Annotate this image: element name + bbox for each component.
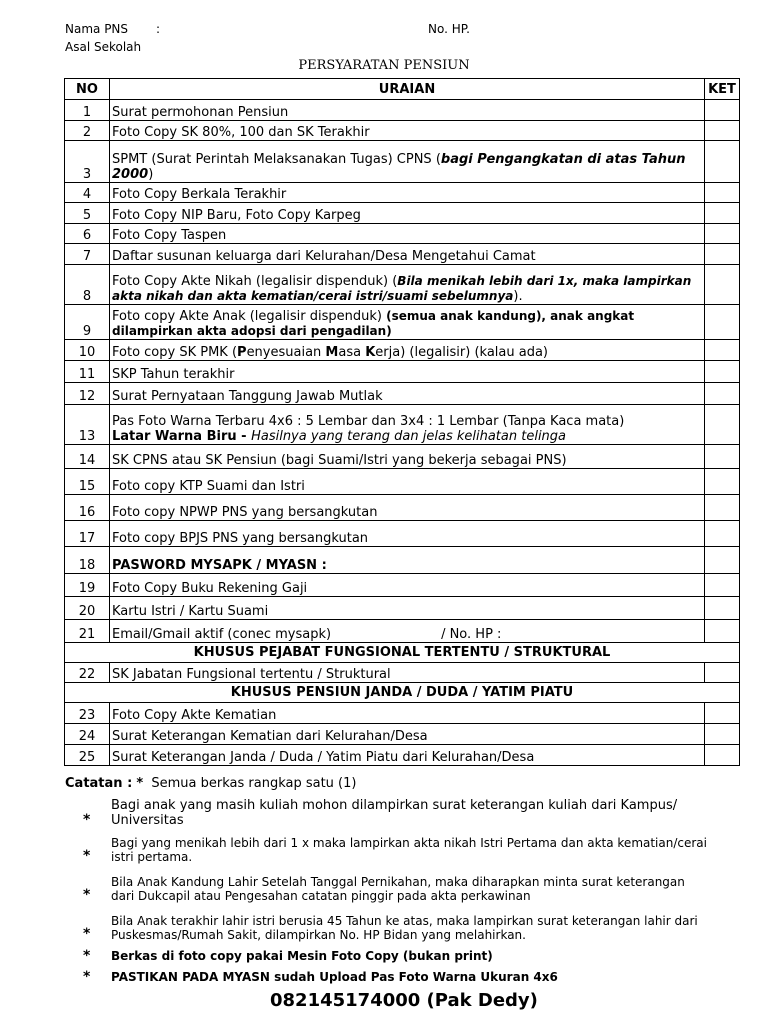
table-row bbox=[65, 265, 740, 305]
row-ket bbox=[705, 597, 740, 620]
row-ket bbox=[705, 663, 740, 683]
row-bold-letter: M bbox=[325, 345, 339, 360]
row-emphasis: bagi Pengangkatan di atas Tahun 2000 bbox=[112, 152, 686, 182]
row-ket bbox=[705, 141, 740, 183]
row-ket bbox=[705, 445, 740, 469]
note-text: Berkas di foto copy pakai Mesin Foto Copy (bukan print) bbox=[111, 949, 493, 963]
row-ket bbox=[705, 495, 740, 521]
row-uraian bbox=[110, 141, 705, 183]
row-uraian: Foto Copy Buku Rekening Gaji bbox=[110, 574, 705, 597]
row-ket bbox=[705, 203, 740, 224]
row-uraian: PASWORD MYSAPK / MYASN : bbox=[110, 547, 705, 574]
row-number: 4 bbox=[65, 183, 110, 203]
row-emphasis: Bila menikah lebih dari 1x, maka lampirkan akta nikah dan akta kematian/cerai istri/suami sebelumnya bbox=[112, 274, 692, 303]
asal-sekolah-label: Asal Sekolah bbox=[65, 40, 142, 54]
row-text: Foto Copy Akte Nikah (legalisir dispenduk) ( bbox=[112, 274, 398, 289]
row-number: 16 bbox=[65, 495, 110, 521]
note-text: Bagi yang menikah lebih dari 1 x maka lampirkan akta nikah Istri Pertama dan akta kematian/cerai istri pertama. bbox=[111, 836, 707, 864]
table-row bbox=[65, 574, 740, 597]
table-row bbox=[65, 521, 740, 547]
row-number: 20 bbox=[65, 597, 110, 620]
row-text-end: ). bbox=[513, 289, 523, 304]
contact-phone: 082145174000 (Pak Dedy) bbox=[270, 990, 538, 1011]
row-number: 15 bbox=[65, 469, 110, 495]
row-number: 25 bbox=[65, 745, 110, 766]
table-row bbox=[65, 405, 740, 445]
notes-first-item: Semua berkas rangkap satu (1) bbox=[151, 776, 357, 791]
table-row bbox=[65, 383, 740, 405]
note-star: * bbox=[83, 812, 91, 828]
table-row bbox=[65, 547, 740, 574]
row-uraian bbox=[110, 265, 705, 305]
row-number: 12 bbox=[65, 383, 110, 405]
row-uraian: Foto Copy Akte Kematian bbox=[110, 703, 705, 724]
row-ket bbox=[705, 547, 740, 574]
row-uraian: Surat permohonan Pensiun bbox=[110, 100, 705, 121]
table-row bbox=[65, 305, 740, 340]
row-uraian: Kartu Istri / Kartu Suami bbox=[110, 597, 705, 620]
section-heading-janda: KHUSUS PENSIUN JANDA / DUDA / YATIM PIATU bbox=[65, 683, 740, 703]
row-text: Foto copy SK PMK ( bbox=[112, 345, 238, 360]
notes-label: Catatan : bbox=[65, 776, 133, 791]
row-number: 11 bbox=[65, 361, 110, 383]
row-number: 7 bbox=[65, 244, 110, 265]
row-ket bbox=[705, 305, 740, 340]
row-uraian: Surat Pernyataan Tanggung Jawab Mutlak bbox=[110, 383, 705, 405]
note-star: * bbox=[83, 969, 91, 985]
row-ket bbox=[705, 383, 740, 405]
row-number: 8 bbox=[65, 265, 110, 305]
row-ket bbox=[705, 703, 740, 724]
row-uraian: Foto Copy Taspen bbox=[110, 224, 705, 244]
row-uraian: Foto copy BPJS PNS yang bersangkutan bbox=[110, 521, 705, 547]
row-uraian bbox=[110, 620, 705, 643]
row-uraian: Daftar susunan keluarga dari Kelurahan/Desa Mengetahui Camat bbox=[110, 244, 705, 265]
row-ket bbox=[705, 620, 740, 643]
notes-star: * bbox=[136, 776, 144, 791]
table-row bbox=[65, 495, 740, 521]
row-text: SPMT (Surat Perintah Melaksanakan Tugas) CPNS ( bbox=[112, 152, 441, 167]
col-header-ket: KET bbox=[705, 79, 740, 100]
row-text: erja) (legalisir) (kalau ada) bbox=[375, 345, 549, 360]
row-uraian: SK Jabatan Fungsional tertentu / Struktural bbox=[110, 663, 705, 683]
row-number: 24 bbox=[65, 724, 110, 745]
row-ket bbox=[705, 469, 740, 495]
row-uraian bbox=[110, 340, 705, 361]
note-star: * bbox=[83, 948, 91, 964]
row-number: 18 bbox=[65, 547, 110, 574]
row-ket bbox=[705, 361, 740, 383]
nama-pns-colon: : bbox=[156, 22, 161, 36]
row-ket bbox=[705, 183, 740, 203]
row-text: asa bbox=[338, 345, 366, 360]
col-header-no: NO bbox=[65, 79, 110, 100]
table-row bbox=[65, 203, 740, 224]
row-uraian: Foto copy KTP Suami dan Istri bbox=[110, 469, 705, 495]
row-italic-note: Hasilnya yang terang dan jelas kelihatan telinga bbox=[251, 429, 567, 444]
note-text: Bila Anak terakhir lahir istri berusia 45 Tahun ke atas, maka lampirkan surat keterangan lahir dari Puskesmas/Rumah Sakit, dilampirkan No. HP Bidan yang melahirkan. bbox=[111, 914, 698, 942]
row-text: Foto copy Akte Anak (legalisir dispenduk) bbox=[112, 309, 387, 324]
section-heading-fungsional: KHUSUS PEJABAT FUNGSIONAL TERTENTU / STRUKTURAL bbox=[65, 643, 740, 663]
row-ket bbox=[705, 100, 740, 121]
row-text-end: ) bbox=[148, 167, 154, 182]
no-hp-label: No. HP. bbox=[428, 22, 470, 36]
row-uraian: Foto copy NPWP PNS yang bersangkutan bbox=[110, 495, 705, 521]
table-row bbox=[65, 724, 740, 745]
row-ket bbox=[705, 265, 740, 305]
row-number: 3 bbox=[65, 141, 110, 183]
row-ket bbox=[705, 224, 740, 244]
row-number: 14 bbox=[65, 445, 110, 469]
row-ket bbox=[705, 724, 740, 745]
table-row bbox=[65, 445, 740, 469]
row-text: Email/Gmail aktif (conec mysapk) bbox=[112, 627, 332, 642]
table-row bbox=[65, 620, 740, 643]
row-number: 19 bbox=[65, 574, 110, 597]
row-text: Pas Foto Warna Terbaru 4x6 : 5 Lembar dan 3x4 : 1 Lembar (Tanpa Kaca mata) bbox=[112, 414, 625, 429]
row-ket bbox=[705, 244, 740, 265]
table-row bbox=[65, 183, 740, 203]
row-number: 5 bbox=[65, 203, 110, 224]
row-ket bbox=[705, 521, 740, 547]
table-row bbox=[65, 224, 740, 244]
row-uraian: SK CPNS atau SK Pensiun (bagi Suami/Istri yang bekerja sebagai PNS) bbox=[110, 445, 705, 469]
row-number: 13 bbox=[65, 405, 110, 445]
row-number: 1 bbox=[65, 100, 110, 121]
row-number: 23 bbox=[65, 703, 110, 724]
page-title: PERSYARATAN PENSIUN bbox=[298, 58, 470, 73]
row-bold-letter: P bbox=[237, 345, 247, 360]
note-text: PASTIKAN PADA MYASN sudah Upload Pas Foto Warna Ukuran 4x6 bbox=[111, 970, 558, 984]
row-uraian: Foto Copy SK 80%, 100 dan SK Terakhir bbox=[110, 121, 705, 141]
table-row bbox=[65, 469, 740, 495]
row-emphasis: Latar Warna Biru - bbox=[112, 429, 252, 444]
table-row bbox=[65, 340, 740, 361]
note-text: Bila Anak Kandung Lahir Setelah Tanggal Pernikahan, maka diharapkan minta surat keterangan dari Dukcapil atau Pengesahan catatan pinggir pada akta perkawinan bbox=[111, 875, 685, 903]
row-uraian bbox=[110, 305, 705, 340]
row-uraian: Surat Keterangan Kematian dari Kelurahan/Desa bbox=[110, 724, 705, 745]
row-number: 10 bbox=[65, 340, 110, 361]
table-row bbox=[65, 244, 740, 265]
row-uraian bbox=[110, 405, 705, 445]
row-number: 9 bbox=[65, 305, 110, 340]
row-ket bbox=[705, 745, 740, 766]
row-number: 6 bbox=[65, 224, 110, 244]
row-ket bbox=[705, 340, 740, 361]
table-row bbox=[65, 141, 740, 183]
row-text: enyesuaian bbox=[246, 345, 326, 360]
table-row bbox=[65, 597, 740, 620]
row-bold-letter: K bbox=[365, 345, 376, 360]
note-star: * bbox=[83, 887, 91, 903]
section-row bbox=[65, 643, 740, 663]
row-ket bbox=[705, 405, 740, 445]
requirements-table bbox=[64, 78, 740, 766]
section-row bbox=[65, 683, 740, 703]
row-text-end: / No. HP : bbox=[441, 627, 502, 642]
row-number: 21 bbox=[65, 620, 110, 643]
table-row bbox=[65, 745, 740, 766]
row-number: 2 bbox=[65, 121, 110, 141]
note-star: * bbox=[83, 848, 91, 864]
row-number: 22 bbox=[65, 663, 110, 683]
table-row bbox=[65, 121, 740, 141]
row-uraian: SKP Tahun terakhir bbox=[110, 361, 705, 383]
row-ket bbox=[705, 121, 740, 141]
table-row bbox=[65, 100, 740, 121]
nama-pns-label: Nama PNS bbox=[65, 22, 129, 36]
row-uraian: Foto Copy NIP Baru, Foto Copy Karpeg bbox=[110, 203, 705, 224]
note-star: * bbox=[83, 926, 91, 942]
table-row bbox=[65, 663, 740, 683]
note-text: Bagi anak yang masih kuliah mohon dilampirkan surat keterangan kuliah dari Kampus/ Universitas bbox=[111, 798, 678, 828]
row-ket bbox=[705, 574, 740, 597]
row-emphasis: (semua anak kandung), anak angkat dilampirkan akta adopsi dari pengadilan) bbox=[112, 309, 635, 338]
table-row bbox=[65, 703, 740, 724]
col-header-uraian: URAIAN bbox=[110, 79, 705, 100]
table-row bbox=[65, 361, 740, 383]
row-number: 17 bbox=[65, 521, 110, 547]
row-uraian: Foto Copy Berkala Terakhir bbox=[110, 183, 705, 203]
table-header-row bbox=[65, 79, 740, 100]
row-uraian: Surat Keterangan Janda / Duda / Yatim Piatu dari Kelurahan/Desa bbox=[110, 745, 705, 766]
